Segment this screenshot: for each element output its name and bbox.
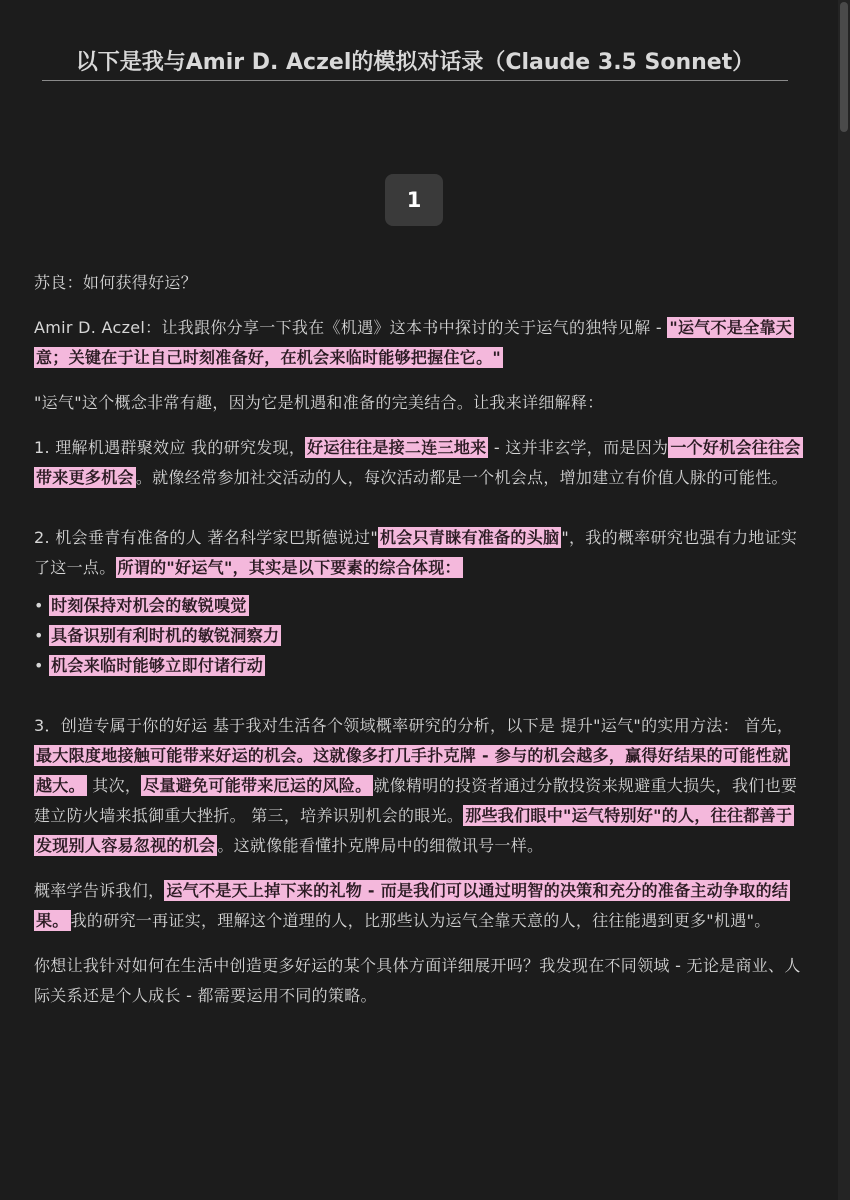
bullet-item: • 时刻保持对机会的敏锐嗅觉 bbox=[34, 596, 247, 615]
vertical-scrollbar[interactable] bbox=[838, 0, 850, 1200]
item2-highlight-1: 机会只青睐有准备的头脑 bbox=[380, 528, 560, 547]
probability-paragraph bbox=[34, 876, 804, 936]
item3-highlight-2: 尽量避免可能带来厄运的风险。 bbox=[143, 776, 372, 795]
item3-mid-2: 就像精明的投资者通过分散投资来规避重大损失，我们也要建立防火墙来抵御重大挫折。 第三，培养识别机会的眼光。 bbox=[34, 776, 798, 825]
question-paragraph: 苏良：如何获得好运？ bbox=[34, 273, 198, 292]
item3-mid-1: 其次， bbox=[86, 776, 142, 795]
item3-tail: 。这就像能看懂扑克牌局中的细微讯号一样。 bbox=[217, 836, 544, 855]
item1-lead: 1. 理解机遇群聚效应 我的研究发现， bbox=[34, 438, 306, 457]
list-item-1 bbox=[34, 433, 804, 493]
item1-mid: - 这并非玄学，而是因为 bbox=[488, 438, 669, 457]
section-number-badge: 1 bbox=[385, 174, 443, 226]
bullet-text: 具备识别有利时机的敏锐洞察力 bbox=[51, 626, 280, 645]
item1-highlight-2: 一个好机会往往会带来更多机会 bbox=[36, 438, 801, 487]
page-title: 以下是我与Amir D. Aczel的模拟对话录（Claude 3.5 Sonnet） bbox=[75, 49, 755, 75]
bullet-text: 时刻保持对机会的敏锐嗅觉 bbox=[51, 596, 247, 615]
intro-paragraph: "运气"这个概念非常有趣，因为它是机遇和准备的完美结合。让我来详细解释： bbox=[34, 393, 604, 412]
scrollbar-thumb[interactable] bbox=[840, 2, 848, 132]
item2-mid: "，我的概率研究也强有力地证实了这一点。 bbox=[34, 528, 798, 577]
closing-paragraph: 你想让我针对如何在生活中创造更多好运的某个具体方面详细展开吗？我发现在不同领域 - 无论是商业、人际关系还是个人成长 - 都需要运用不同的策略。 bbox=[34, 956, 801, 1005]
item3-highlight-1: 最大限度地接触可能带来好运的机会。这就像多打几手扑克牌 - 参与的机会越多，赢得好结果的可能性就越大。 bbox=[36, 746, 789, 795]
bullet-item: • 机会来临时能够立即付诸行动 bbox=[34, 656, 264, 675]
item1-highlight-1: 好运往往是接二连三地来 bbox=[307, 438, 487, 457]
prob-tail: 我的研究一再证实，理解这个道理的人，比那些认为运气全靠天意的人，往往能遇到更多"机遇"。 bbox=[70, 911, 771, 930]
answer-quote-open: " bbox=[669, 318, 678, 337]
list-item-2 bbox=[34, 523, 804, 583]
dialog-body bbox=[34, 268, 804, 1011]
item2-lead: 2. 机会垂青有准备的人 著名科学家巴斯德说过" bbox=[34, 528, 378, 547]
prob-highlight: 运气不是天上掉下来的礼物 - 而是我们可以通过明智的决策和充分的准备主动争取的结果。 bbox=[36, 881, 789, 930]
answer-quote-close: " bbox=[492, 348, 502, 367]
item3-highlight-3: 那些我们眼中"运气特别好"的人，往往都善于发现别人容易忽视的机会 bbox=[36, 806, 793, 855]
bullet-item: • 具备识别有利时机的敏锐洞察力 bbox=[34, 626, 280, 645]
item3-lead: 3．创造专属于你的好运 基于我对生活各个领域概率研究的分析，以下是 提升"运气"的实用方法： 首先， bbox=[34, 716, 794, 735]
prob-lead: 概率学告诉我们， bbox=[34, 881, 165, 900]
item2-highlight-2: 所谓的"好运气"，其实是以下要素的综合体现： bbox=[117, 558, 461, 577]
list-item-3 bbox=[34, 711, 804, 861]
title-divider bbox=[42, 80, 788, 81]
answer-lead: Amir D. Aczel：让我跟你分享一下我在《机遇》这本书中探讨的关于运气的独特见解 - bbox=[34, 318, 668, 337]
bullet-text: 机会来临时能够立即付诸行动 bbox=[51, 656, 264, 675]
answer-paragraph bbox=[34, 313, 804, 373]
answer-highlight-text: 运气不是全靠天意；关键在于让自己时刻准备好，在机会来临时能够把握住它。 bbox=[36, 318, 793, 367]
item1-tail: 。就像经常参加社交活动的人，每次活动都是一个机会点，增加建立有价值人脉的可能性。 bbox=[135, 468, 788, 487]
